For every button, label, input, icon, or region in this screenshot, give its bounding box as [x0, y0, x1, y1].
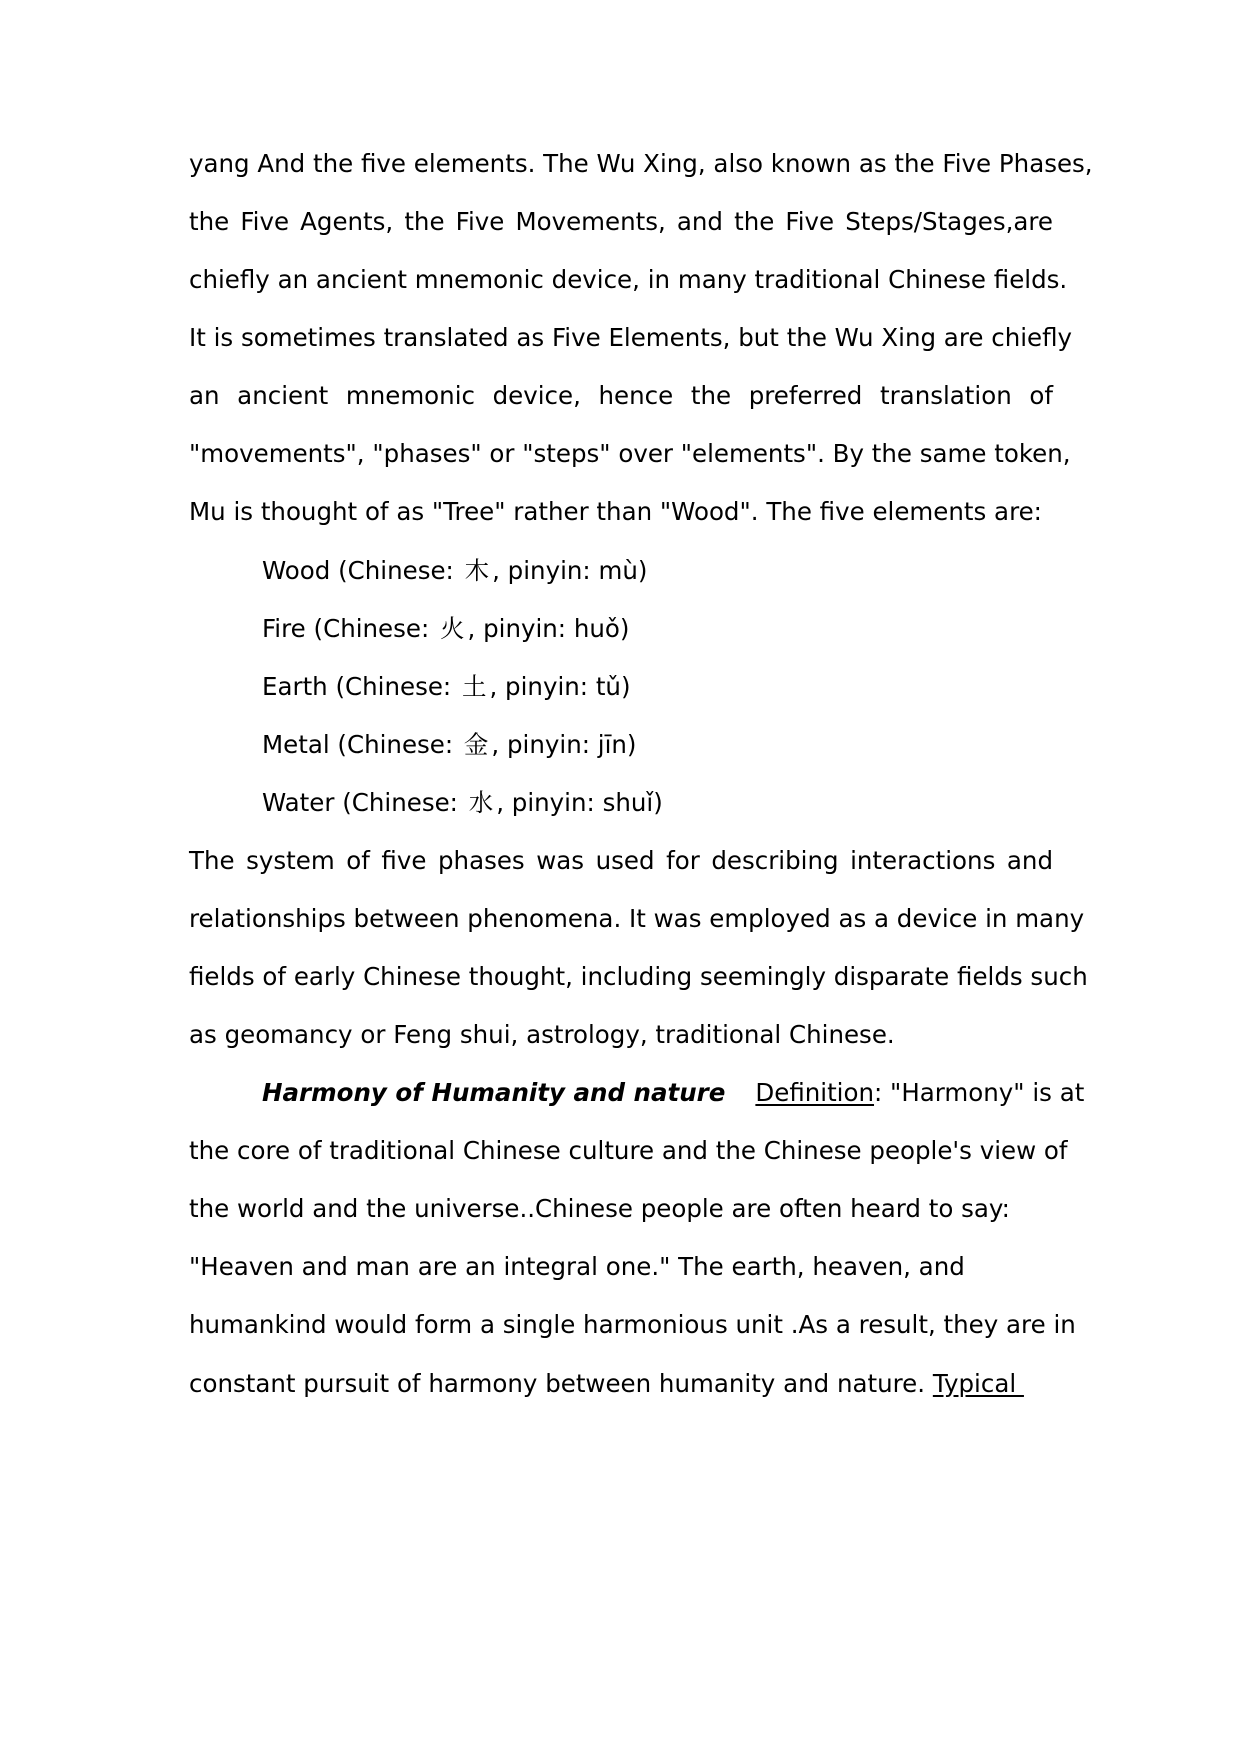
paragraph-line: the core of traditional Chinese culture and the Chinese people's view of [189, 1136, 1068, 1165]
element-item-water [262, 783, 1042, 823]
section-heading-line [262, 1073, 1085, 1113]
close-paren: ) [637, 556, 648, 585]
close-paren: ) [620, 672, 631, 701]
element-character: 木 [464, 556, 490, 585]
chinese-label: (Chinese: [330, 556, 462, 585]
paragraph-line: the Five Agents, the Five Movements, and the Five Steps/Stages,are [189, 207, 1053, 236]
element-item-fire [262, 609, 1042, 649]
element-character: 土 [461, 672, 487, 701]
element-character: 火 [440, 614, 465, 643]
paragraph-line: relationships between phenomena. It was employed as a device in many [189, 904, 1085, 933]
paragraph-line: yang And the five elements. The Wu Xing, also known as the Five Phases, [189, 149, 1093, 178]
element-name: Metal [262, 730, 330, 759]
definition-label: Definition [755, 1078, 875, 1107]
section-heading: Harmony of Humanity and nature [262, 1078, 726, 1107]
paragraph-line: fields of early Chinese thought, including seemingly disparate fields such [189, 962, 1088, 991]
chinese-label: (Chinese: [327, 672, 459, 701]
typical-link-text: Typical [932, 1369, 1024, 1398]
element-pinyin: huǒ [573, 614, 620, 643]
element-name: Fire [262, 614, 306, 643]
close-paren: ) [626, 730, 637, 759]
pinyin-label: , pinyin: [496, 788, 603, 817]
pinyin-label: , pinyin: [467, 614, 574, 643]
pinyin-label: , pinyin: [492, 556, 599, 585]
pinyin-label: , pinyin: [491, 730, 598, 759]
pinyin-label: , pinyin: [489, 672, 596, 701]
element-pinyin: jīn [597, 730, 627, 759]
paragraph-text: constant pursuit of harmony between humanity and nature. [189, 1369, 933, 1398]
paragraph-line: It is sometimes translated as Five Elements, but the Wu Xing are chiefly [189, 323, 1073, 352]
close-paren: ) [619, 614, 630, 643]
element-character: 金 [463, 730, 489, 759]
element-name: Water [262, 788, 335, 817]
paragraph-line: "movements", "phases" or "steps" over "elements". By the same token, [189, 439, 1071, 468]
element-pinyin: tǔ [595, 672, 621, 701]
paragraph-line: "Heaven and man are an integral one." The earth, heaven, and [189, 1252, 965, 1281]
paragraph-line: chiefly an ancient mnemonic device, in many traditional Chinese fields. [189, 265, 1068, 294]
element-pinyin: shuǐ [602, 788, 654, 817]
element-character: 水 [468, 788, 494, 817]
paragraph-line: humankind would form a single harmonious unit .As a result, they are in [189, 1310, 1076, 1339]
paragraph-line [189, 1364, 1053, 1404]
paragraph-line: Mu is thought of as "Tree" rather than "Wood". The five elements are: [189, 497, 1042, 526]
paragraph-line: the world and the universe..Chinese people are often heard to say: [189, 1194, 1010, 1223]
chinese-label: (Chinese: [305, 614, 438, 643]
chinese-label: (Chinese: [329, 730, 461, 759]
close-paren: ) [653, 788, 663, 817]
element-name: Wood [262, 556, 331, 585]
paragraph-line: as geomancy or Feng shui, astrology, traditional Chinese. [189, 1020, 895, 1049]
element-name: Earth [262, 672, 328, 701]
element-pinyin: mù [598, 556, 638, 585]
element-item-metal [262, 725, 1042, 765]
paragraph-line: The system of five phases was used for describing interactions and [189, 846, 1053, 875]
definition-text: : "Harmony" is at [874, 1078, 1085, 1107]
element-item-wood [262, 551, 1042, 591]
element-item-earth [262, 667, 1042, 707]
paragraph-line: an ancient mnemonic device, hence the preferred translation of [189, 381, 1053, 410]
chinese-label: (Chinese: [334, 788, 466, 817]
